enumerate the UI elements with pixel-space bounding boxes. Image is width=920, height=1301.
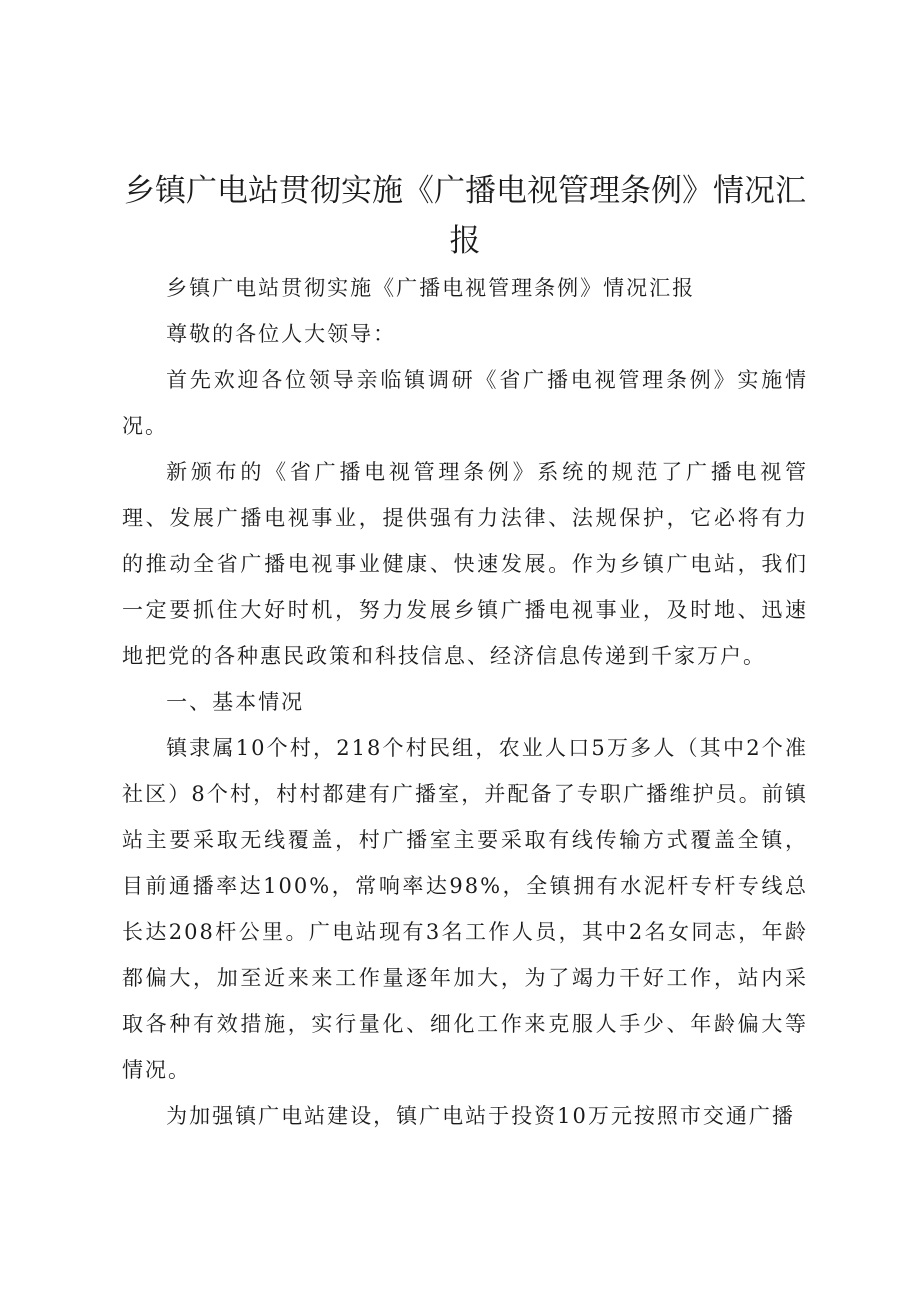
paragraph-welcome: 首先欢迎各位领导亲临镇调研《省广播电视管理条例》实施情况。 [122,368,808,438]
document-title: 乡镇广电站贯彻实施《广播电视管理条例》情况汇报 [124,173,806,259]
document-body [122,265,808,1139]
paragraph-introduction: 新颁布的《省广播电视管理条例》系统的规范了广播电视管理、发展广播电视事业，提供强有力法律、法规保护，它必将有力的推动全省广播电视事业健康、快速发展。作为乡镇广电站，我们一定要抓住大好时机，努力发展乡镇广播电视事业，及时地、迅速地把党的各种惠民政策和科技信息、经济信息传递到千家万户。 [122,460,808,668]
paragraph-basic-situation: 镇隶属10个村，218个村民组，农业人口5万多人（其中2个准社区）8个村，村村都建有广播室，并配备了专职广播维护员。前镇站主要采取无线覆盖，村广播室主要采取有线传输方式覆盖全镇，目前通播率达100%，常响率达98%，全镇拥有水泥杆专杆专线总长达208杆公里。广电站现有3名工作人员，其中2名女同志，年龄都偏大，加至近来来工作量逐年加大，为了竭力干好工作，站内采取各种有效措施，实行量化、细化工作来克服人手少、年龄偏大等情况。 [122,736,808,1082]
section-heading-basic-situation: 一、基本情况 [166,690,305,714]
paragraph-heading-repeat: 乡镇广电站贯彻实施《广播电视管理条例》情况汇报 [166,276,696,300]
paragraph-construction: 为加强镇广电站建设，镇广电站于投资10万元按照市交通广播 [166,1104,795,1128]
paragraph-salutation: 尊敬的各位人大领导： [166,322,397,346]
